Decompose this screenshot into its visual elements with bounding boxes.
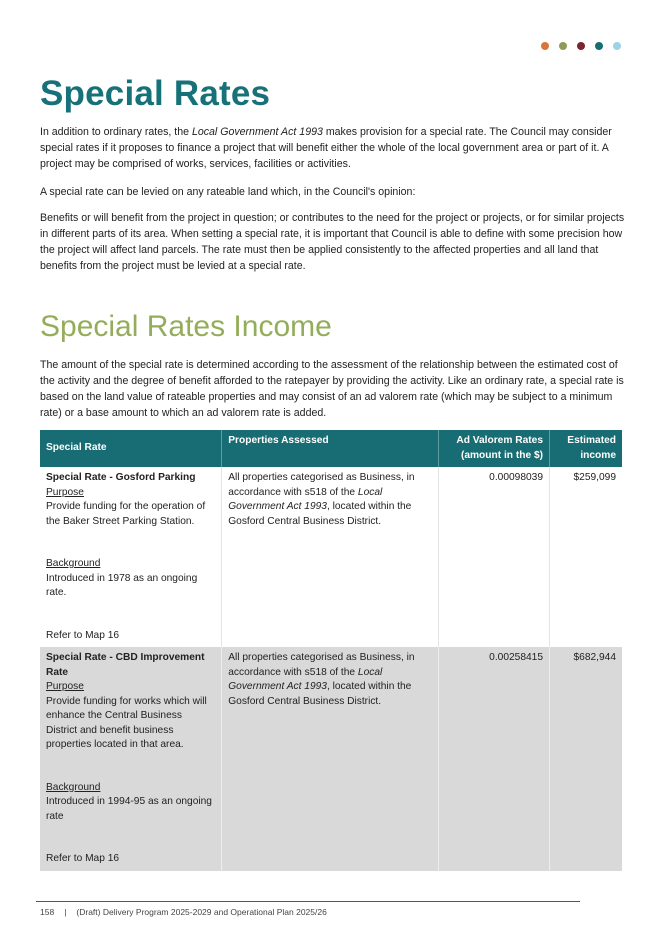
assessed-text-end: , located within the Gosford Central Business District. [228, 681, 412, 707]
properties-assessed-cell [222, 647, 438, 871]
purpose-label: Purpose [46, 486, 84, 498]
properties-assessed-cell [222, 467, 438, 647]
intro-text-end: makes provision for a special rate. The Council may consider special rates if it proposes to finance a project that will benefit either the whole of the local government area or part of it. A project may be comprised of works, services, facilities or activities. [40, 126, 612, 170]
intro-paragraph [40, 124, 632, 172]
special-rates-table [40, 430, 622, 871]
page-footer [40, 907, 327, 917]
dot-olive [559, 42, 567, 50]
background-label: Background [46, 781, 101, 793]
assessed-act-name: Local Government Act 1993 [228, 666, 383, 692]
purpose-text: Provide funding for the operation of the Baker Street Parking Station. [46, 501, 206, 527]
purpose-text: Provide funding for works which will enhance the Central Business District and benefit business properties located in that area. [46, 695, 207, 750]
page-title: Special Rates [40, 74, 271, 113]
estimated-income-cell: $682,944 [550, 647, 623, 871]
assessed-text-start: All properties categorised as Business, in accordance with s518 of the [228, 472, 415, 498]
ad-valorem-cell: 0.00258415 [438, 647, 549, 871]
header-estimated-income: Estimated income [550, 430, 623, 467]
dot-teal [595, 42, 603, 50]
map-reference: Refer to Map 16 [46, 853, 120, 864]
ad-valorem-cell: 0.00098039 [438, 467, 549, 647]
header-special-rate: Special Rate [40, 430, 222, 467]
intro-text-start: In addition to ordinary rates, the [40, 126, 192, 138]
background-text: Introduced in 1978 as an ongoing rate. [46, 572, 198, 598]
levy-paragraph: A special rate can be levied on any rateable land which, in the Council's opinion: [40, 186, 416, 198]
document-title: (Draft) Delivery Program 2025-2029 and Operational Plan 2025/26 [76, 907, 327, 917]
background-label: Background [46, 558, 101, 569]
purpose-label: Purpose [46, 681, 84, 692]
rate-description-cell [40, 467, 222, 647]
benefit-paragraph: Benefits or will benefit from the project in question; or contributes to the need for the project or projects, or for similar projects in different parts of its area. When setting a special rate, it is important that Council is able to define with some precision how the project will affect land parcels. The rate must then be applied consistently to the affected properties and all land that benefits from the project must be levied at a special rate. [40, 212, 625, 272]
dot-orange [541, 42, 549, 50]
income-paragraph: The amount of the special rate is determined according to the assessment of the relationship between the estimated cost of the activity and the degree of benefit afforded to the ratepayer by providing the activity. Like an ordinary rate, a special rate is based on the land value of rateable properties and may consist of an ad valorem rate (which may be subject to a minimum rate) or a base amount to which an ad valorem rate is added. [40, 359, 624, 419]
intro-act-name: Local Government Act 1993 [191, 126, 323, 138]
header-ad-valorem: Ad Valorem Rates (amount in the $) [438, 430, 549, 467]
assessed-text-end: , located within the Gosford Central Business District. [228, 501, 412, 527]
table-row [40, 467, 622, 647]
table-row [40, 647, 622, 871]
page-number: 158 [40, 907, 55, 917]
rate-description-cell [40, 647, 222, 871]
estimated-income-cell: $259,099 [550, 467, 623, 647]
table-header-row [40, 430, 622, 467]
rate-name: Special Rate - Gosford Parking [46, 472, 196, 483]
rate-name: Special Rate - CBD Improvement Rate [46, 652, 205, 678]
section-subtitle: Special Rates Income [40, 310, 332, 343]
footer-separator: | [64, 907, 67, 917]
dot-light-blue [613, 42, 621, 50]
assessed-text-start: All properties categorised as Business, in accordance with s518 of the [228, 652, 415, 678]
map-reference: Refer to Map 16 [46, 629, 120, 641]
background-text: Introduced in 1994-95 as an ongoing rate [46, 796, 212, 822]
dot-maroon [577, 42, 585, 50]
decorative-dots [541, 42, 621, 50]
footer-divider [36, 901, 580, 902]
header-properties-assessed: Properties Assessed [222, 430, 438, 467]
assessed-act-name: Local Government Act 1993 [228, 486, 383, 512]
